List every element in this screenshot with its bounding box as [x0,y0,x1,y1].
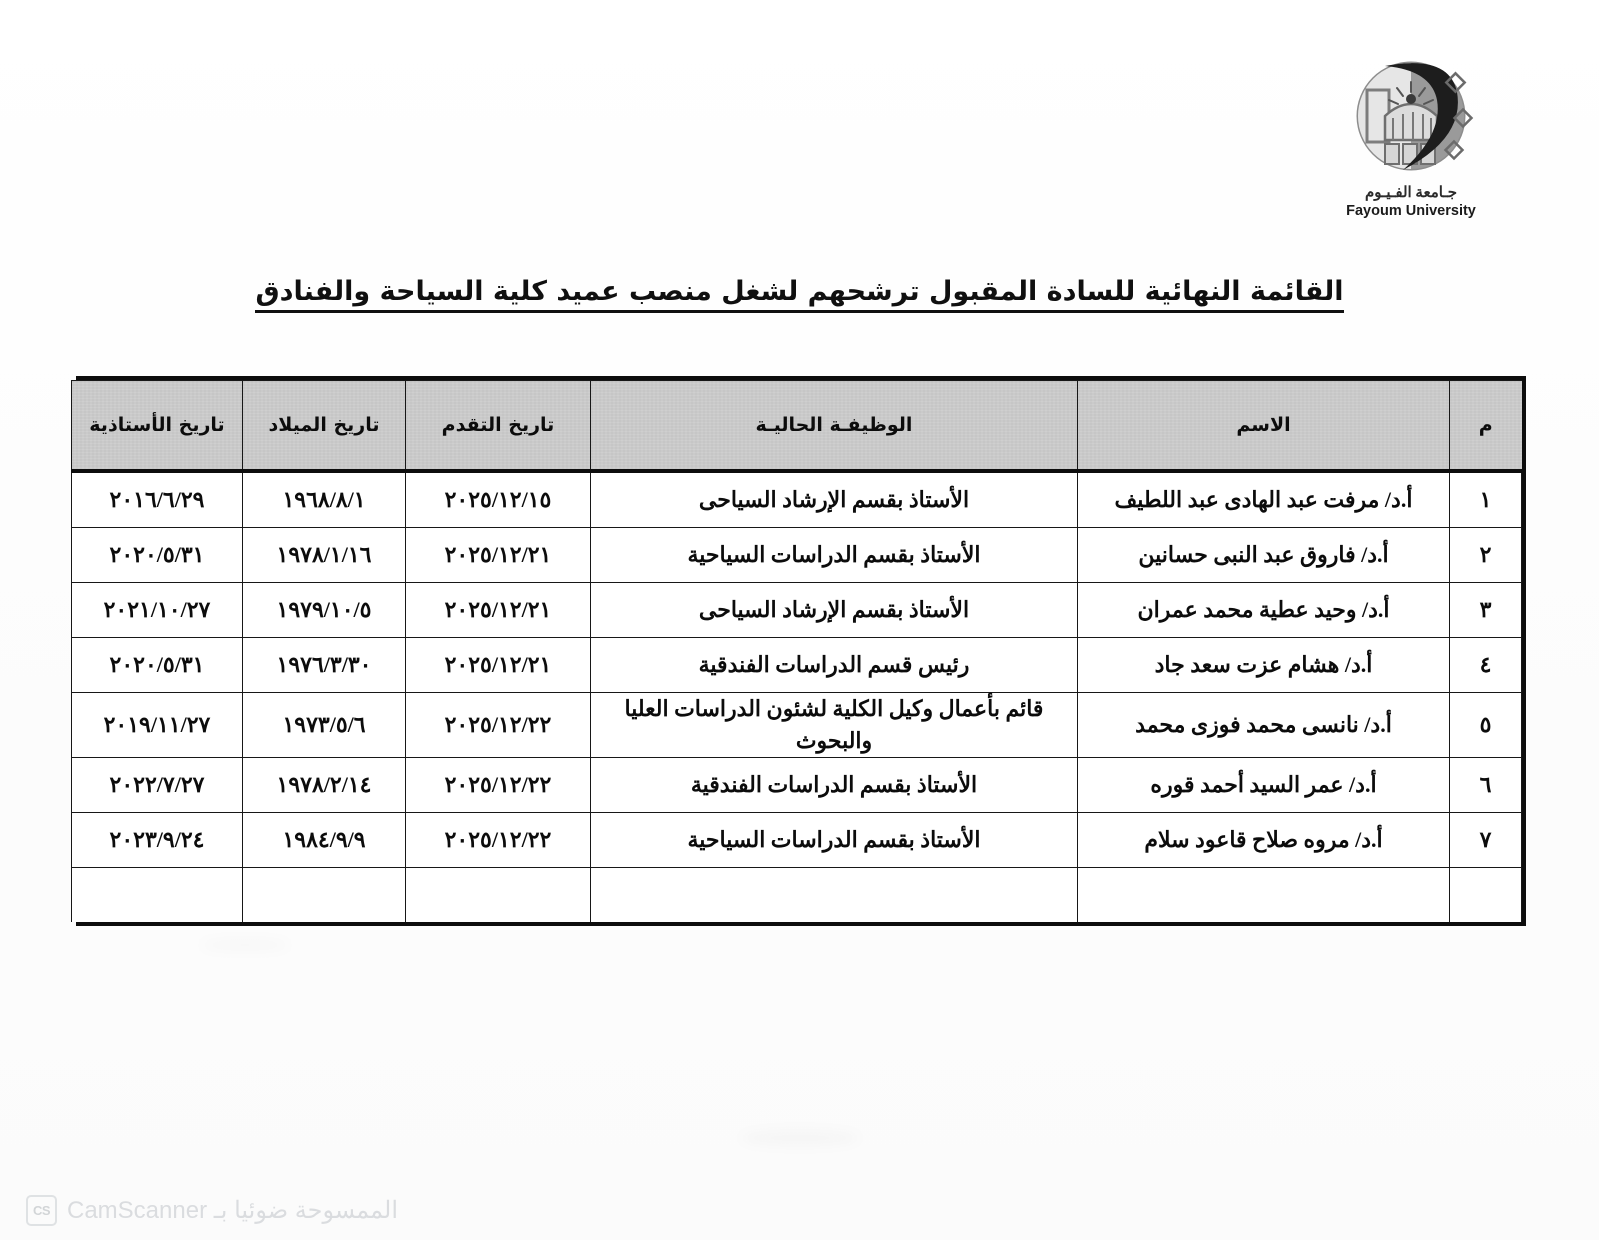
scan-artifact [740,1130,860,1146]
cell-name: أ.د/ وحيد عطية محمد عمران [1078,583,1450,638]
cell-application-date: ٢٠٢٥/١٢/٢٢ [406,693,591,758]
cell-empty [1450,867,1522,922]
cell-birth-date: ١٩٦٨/٨/١ [243,471,406,528]
table-empty-row [72,867,1522,922]
cell-number: ٢ [1450,528,1522,583]
table-row [72,812,1522,867]
cell-number: ٦ [1450,757,1522,812]
cell-professorship-date: ٢٠٢٠/٥/٣١ [72,528,243,583]
cell-birth-date: ١٩٧٨/١/١٦ [243,528,406,583]
table-header-row [72,381,1522,472]
cell-application-date: ٢٠٢٥/١٢/٢١ [406,583,591,638]
university-logo [1323,52,1499,219]
cell-current-position: الأستاذ بقسم الإرشاد السياحى [591,471,1078,528]
candidates-table-container [76,376,1526,926]
table-row [72,638,1522,693]
cell-application-date: ٢٠٢٥/١٢/١٥ [406,471,591,528]
cell-current-position: الأستاذ بقسم الدراسات السياحية [591,528,1078,583]
cell-number: ٥ [1450,693,1522,758]
cell-current-position: رئيس قسم الدراسات الفندقية [591,638,1078,693]
table-row [72,693,1522,758]
cell-professorship-date: ٢٠١٩/١١/٢٧ [72,693,243,758]
cell-name: أ.د/ هشام عزت سعد جاد [1078,638,1450,693]
cell-name: أ.د/ مرفت عبد الهادى عبد اللطيف [1078,471,1450,528]
cell-professorship-date: ٢٠٢١/١٠/٢٧ [72,583,243,638]
cell-current-position: الأستاذ بقسم الدراسات الفندقية [591,757,1078,812]
cell-application-date: ٢٠٢٥/١٢/٢١ [406,528,591,583]
cell-number: ١ [1450,471,1522,528]
camscanner-label: الممسوحة ضوئيا بـ CamScanner [67,1197,399,1224]
table-row [72,757,1522,812]
cell-empty [72,867,243,922]
cell-birth-date: ١٩٧٩/١٠/٥ [243,583,406,638]
table-row [72,528,1522,583]
table-row [72,471,1522,528]
column-header-birth-date: تاريخ الميلاد [243,381,406,472]
scan-artifact [200,940,290,950]
fayoum-university-logo-icon [1345,52,1477,184]
cell-application-date: ٢٠٢٥/١٢/٢٢ [406,812,591,867]
cell-current-position: الأستاذ بقسم الدراسات السياحية [591,812,1078,867]
document-title [0,276,1599,313]
cell-application-date: ٢٠٢٥/١٢/٢١ [406,638,591,693]
cell-birth-date: ١٩٧٨/٢/١٤ [243,757,406,812]
cell-current-position: الأستاذ بقسم الإرشاد السياحى [591,583,1078,638]
column-header-current-position: الوظيفـة الحاليـة [591,381,1078,472]
cell-birth-date: ١٩٧٦/٣/٣٠ [243,638,406,693]
cell-name: أ.د/ مروه صلاح قاعود سلام [1078,812,1450,867]
cell-professorship-date: ٢٠٢٢/٧/٢٧ [72,757,243,812]
cell-empty [1078,867,1450,922]
document-title-text: القائمة النهائية للسادة المقبول ترشحهم لشغل منصب عميد كلية السياحة والفنادق [255,276,1343,313]
cell-professorship-date: ٢٠٢٠/٥/٣١ [72,638,243,693]
cell-number: ٧ [1450,812,1522,867]
cell-empty [591,867,1078,922]
cell-number: ٤ [1450,638,1522,693]
cell-birth-date: ١٩٨٤/٩/٩ [243,812,406,867]
candidates-table [71,380,1522,922]
cell-professorship-date: ٢٠١٦/٦/٢٩ [72,471,243,528]
column-header-professorship-date: تاريخ الأستاذية [72,381,243,472]
logo-english-name: Fayoum University [1346,202,1476,219]
table-row [72,583,1522,638]
cell-empty [243,867,406,922]
logo-arabic-name: جـامعة الفـيـوم [1365,185,1457,201]
cell-name: أ.د/ عمر السيد أحمد قوره [1078,757,1450,812]
column-header-application-date: تاريخ التقدم [406,381,591,472]
cell-name: أ.د/ نانسى محمد فوزى محمد [1078,693,1450,758]
cell-number: ٣ [1450,583,1522,638]
cell-application-date: ٢٠٢٥/١٢/٢٢ [406,757,591,812]
camscanner-watermark [26,1195,398,1226]
column-header-name: الاسم [1078,381,1450,472]
cell-birth-date: ١٩٧٣/٥/٦ [243,693,406,758]
camscanner-badge-icon: CS [26,1195,57,1226]
cell-professorship-date: ٢٠٢٣/٩/٢٤ [72,812,243,867]
cell-name: أ.د/ فاروق عبد النبى حسانين [1078,528,1450,583]
column-header-number: م [1450,381,1522,472]
cell-empty [406,867,591,922]
cell-current-position: قائم بأعمال وكيل الكلية لشئون الدراسات العليا والبحوث [591,693,1078,758]
